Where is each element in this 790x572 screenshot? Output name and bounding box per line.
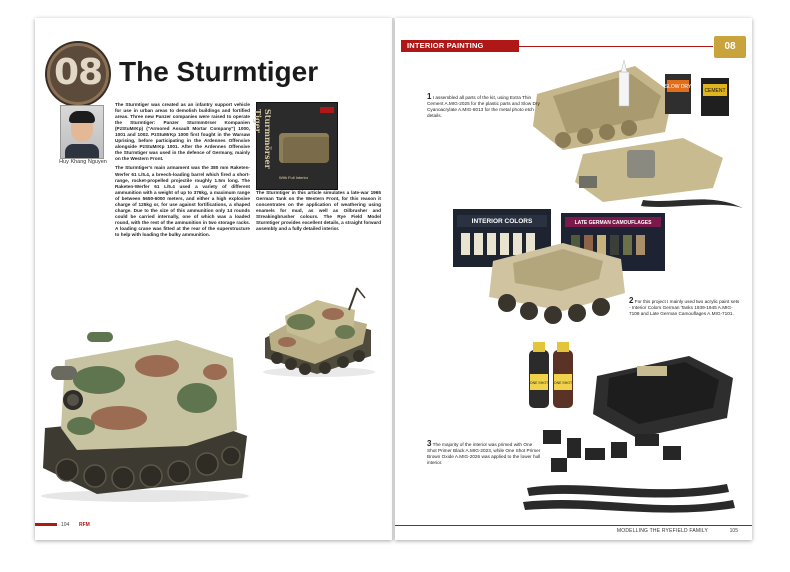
photo-assembly — [523, 54, 747, 214]
caption-3-number: 3 — [427, 439, 432, 448]
tank-rear-photo — [253, 286, 381, 379]
right-page — [395, 18, 752, 540]
page-number-right: 105 — [729, 528, 738, 534]
body-column-2 — [256, 190, 381, 235]
paragraph-3: The Sturmtiger in this article simulates a late-war 1965 German Tank on the Western Front, for this reason it concentrates on the application of weathering using enamels for mud, as well as Oilbrusher and Streakingbrusher colours. The Rye Field Model Sturmtiger provides excellent details, a straight forward assembly and a fully detailed interior. — [256, 190, 381, 232]
section-label: INTERIOR PAINTING — [407, 41, 484, 50]
caption-2-text: For this project I mainly used two acrylic paint sets - Interior Colors German Tanks 1939-1945 A.MIG-7108 and Late German Camouflages A.MIG-7101. — [629, 299, 740, 317]
footer-series-title: MODELLING THE RYEFIELD FAMILY — [616, 528, 708, 534]
chapter-badge — [47, 43, 109, 105]
page-number-left: 104 — [61, 522, 70, 528]
interior-colors-label: INTERIOR COLORS — [471, 218, 533, 225]
caption-3 — [427, 441, 542, 466]
section-tag — [401, 40, 519, 52]
author-avatar — [60, 105, 104, 159]
box-art-tank — [279, 133, 329, 163]
caption-3-text: The majority of the interior was primed with One Shot Primer Black A.MIG-2023, while One Shot Primer Brown Oxide A.MIG-2026 was applied to the lower hull interior. — [427, 442, 541, 466]
box-art-image — [253, 102, 338, 190]
footer-logo: RFM — [79, 522, 90, 528]
caption-2-number: 2 — [629, 296, 634, 305]
author-name: Huy Khang Nguyen — [59, 159, 107, 165]
photo-primed-parts — [427, 338, 742, 518]
body-column-1 — [115, 102, 250, 241]
section-rule — [519, 46, 713, 47]
caption-2 — [629, 298, 741, 317]
footer-accent-bar — [35, 523, 57, 526]
box-art-logo — [320, 107, 334, 113]
paragraph-1: The Sturmtiger was created as an infantry support vehicle for use in urban areas to demolish buildings and fortified areas. Three new Panzer companies were raised to operate the Sturmtiger: Panzer Sturmmörser Kompanien (PzStuMrKp) ("Armored Assault Mortar Company") 1000, 1001 and 1002. PzStuMrKp 1000 first fought in the Warsaw Uprising, before participating in the Ardennes Offensive alongside PzStuMrKp 1001. After the Ardennes Offensive the Sturmtiger was used in the defence of Germany, mainly on the Western Front. — [115, 102, 250, 162]
chapter-number: 08 — [53, 52, 103, 93]
one-shot-label-2: ONE SHOT — [553, 381, 573, 385]
tank-main-photo — [37, 318, 252, 503]
footer-rule — [395, 525, 752, 526]
paragraph-2: The Sturmtiger's main armament was the 380 mm Raketen-Werfer 61 L/5.4, a breech-loading barrel which fired a short-range, rocket-propelled projectile roughly 1.5m long. The Raketen-Werfer 61 L/5.4 used a variety of different ammunition with a weight of up to 376kg, a maximum range of between 5650-6000 meters, and either a high explosive charge of 125kg or, for use against fortifications, a shaped charge. Due to the size of this ammunition only 14 rounds could be carried internally, one of which was a loaded round, with the rest of the ammunition in two storage racks. A loading crane was fitted at the rear of the superstructure to help with loading the bulky ammunition. — [115, 165, 250, 237]
one-shot-label-1: ONE SHOT — [529, 381, 549, 385]
left-page — [35, 18, 392, 540]
box-art-subtitle: With Full Interior — [279, 175, 309, 180]
late-german-label: LATE GERMAN CAMOUFLAGES — [574, 220, 652, 226]
caption-1-text: I assembled all parts of the kit, using Extra Thin Cement A.MIG-2025 for the plastic parts and Slow Dry Cyanoacrylate A.MIG-8013 for the metal photo etch details. — [427, 95, 540, 119]
caption-1 — [427, 94, 543, 119]
cement-label: CEMENT — [704, 88, 726, 94]
article-title: The Sturmtiger — [119, 56, 319, 87]
caption-1-number: 1 — [427, 92, 432, 101]
chapter-tab-number: 08 — [724, 41, 736, 52]
box-art-title: Sturmmörser Tiger — [253, 109, 273, 169]
slow-dry-label: SLOW DRY — [664, 84, 692, 90]
